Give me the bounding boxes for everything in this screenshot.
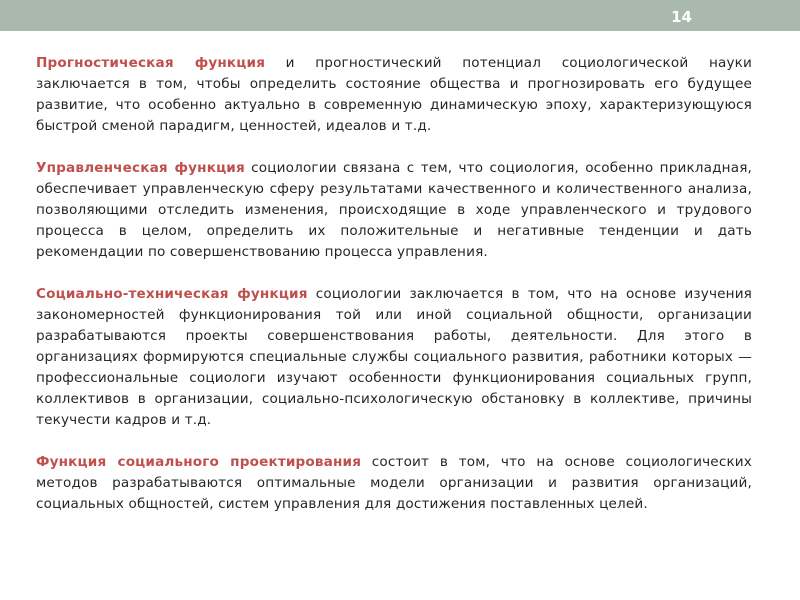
term-social-design-function: Функция социального проектирования xyxy=(36,454,362,470)
term-socio-technical-function: Социально-техническая функция xyxy=(36,286,308,302)
paragraph-text: социологии заключается в том, что на основе изучения закономерностей функционирования той или иной социальной общности, организации разрабатываются проекты совершенствования работы, деятельности. Для этого в организациях формируются специальные службы социального развития, работники которых — профессиональные социологи изучают особенности функционирования социальных групп, коллективов в организации, социально-психологическую обстановку в коллективе, причины текучести кадров и т.д. xyxy=(36,286,753,428)
header-bar xyxy=(0,0,800,31)
slide-content xyxy=(36,53,752,536)
paragraph-text: и прогностический потенциал социологической науки заключается в том, чтобы определить состояние общества и прогнозировать его будущее развитие, что особенно актуально в современную динамическую эпоху, характеризующуюся быстрой сменой парадигм, ценностей, идеалов и т.д. xyxy=(36,55,752,134)
slide-number: 14 xyxy=(671,8,692,26)
paragraph-text: состоит в том, что на основе социологических методов разрабатываются оптимальные модели организации и развития организаций, социальных общностей, систем управления для достижения поставленных целей. xyxy=(36,454,752,512)
paragraph-social-design-function xyxy=(36,452,752,515)
paragraph-management-function xyxy=(36,158,752,263)
paragraph-prognostic-function xyxy=(36,53,752,137)
term-management-function: Управленческая функция xyxy=(36,160,245,176)
paragraph-text: социологии связана с тем, что социология, особенно прикладная, обеспечивает управленческую сферу результатами качественного и количественного анализа, позволяющими отследить изменения, происходящие в ходе управленческого и трудового процесса в целом, определить их положительные и негативные тенденции и дать рекомендации по совершенствованию процесса управления. xyxy=(36,160,752,260)
term-prognostic-function: Прогностическая функция xyxy=(36,55,266,71)
paragraph-socio-technical-function xyxy=(36,284,752,431)
